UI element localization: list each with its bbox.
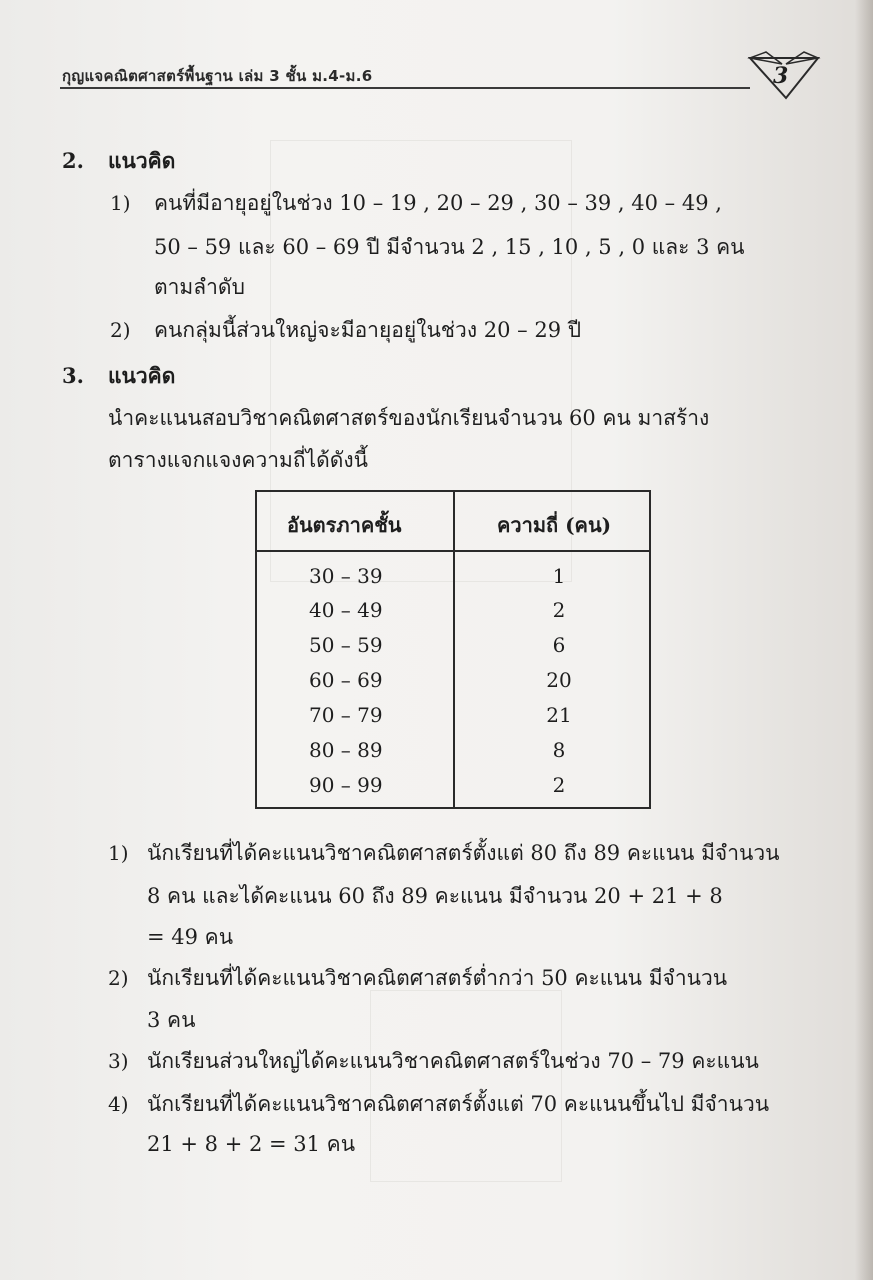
section-3-item-4-line-2: 21 + 8 + 2 = 31 คน bbox=[147, 1132, 356, 1156]
show-through-table-lower bbox=[370, 990, 562, 1182]
section-3-intro-line-2: ตารางแจกแจงความถี่ได้ดังนี้ bbox=[108, 448, 369, 472]
table-cell-range: 70 – 79 bbox=[309, 703, 383, 727]
table-cell-frequency: 20 bbox=[546, 668, 572, 692]
table-header-class-interval: อันตรภาคชั้น bbox=[287, 513, 402, 537]
table-cell-frequency: 2 bbox=[552, 598, 566, 622]
section-3-item-4-line-1: นักเรียนที่ได้คะแนนวิชาคณิตศาสตร์ตั้งแต่ 70 คะแนนขึ้นไป มีจำนวน bbox=[147, 1092, 770, 1116]
section-3-item-2-label: 2) bbox=[108, 966, 129, 990]
section-3-number: 3. bbox=[62, 363, 84, 388]
section-2-item-2-label: 2) bbox=[110, 318, 131, 342]
table-header-frequency: ความถี่ (คน) bbox=[497, 513, 612, 537]
header-rule bbox=[60, 87, 750, 89]
section-3-item-3-line-1: นักเรียนส่วนใหญ่ได้คะแนนวิชาคณิตศาสตร์ในช่วง 70 – 79 คะแนน bbox=[147, 1049, 759, 1073]
table-cell-range: 50 – 59 bbox=[309, 633, 383, 657]
table-cell-frequency: 1 bbox=[552, 564, 566, 588]
page-number: 3 bbox=[773, 63, 789, 89]
section-3-item-1-line-1: นักเรียนที่ได้คะแนนวิชาคณิตศาสตร์ตั้งแต่ 80 ถึง 89 คะแนน มีจำนวน bbox=[147, 841, 780, 865]
section-2-title: แนวคิด bbox=[108, 148, 176, 173]
table-divider-horizontal bbox=[257, 550, 649, 552]
table-cell-range: 40 – 49 bbox=[309, 598, 383, 622]
table-cell-range: 90 – 99 bbox=[309, 773, 383, 797]
section-2-item-1-line-2: 50 – 59 และ 60 – 69 ปี มีจำนวน 2 , 15 , 10 , 5 , 0 และ 3 คน bbox=[154, 235, 745, 259]
section-3-item-1-line-2: 8 คน และได้คะแนน 60 ถึง 89 คะแนน มีจำนวน 20 + 21 + 8 bbox=[147, 884, 723, 908]
section-3-title: แนวคิด bbox=[108, 363, 176, 388]
section-2-item-1-line-3: ตามลำดับ bbox=[154, 275, 245, 299]
frequency-table bbox=[255, 490, 651, 809]
table-cell-frequency: 2 bbox=[552, 773, 566, 797]
table-cell-range: 30 – 39 bbox=[309, 564, 383, 588]
table-cell-frequency: 8 bbox=[552, 738, 566, 762]
page-edge-shadow bbox=[855, 0, 873, 1280]
section-2-item-1-line-1: คนที่มีอายุอยู่ในช่วง 10 – 19 , 20 – 29 , 30 – 39 , 40 – 49 , bbox=[154, 191, 722, 215]
table-cell-frequency: 6 bbox=[552, 633, 566, 657]
section-3-item-3-label: 3) bbox=[108, 1049, 129, 1073]
table-cell-range: 80 – 89 bbox=[309, 738, 383, 762]
section-2-number: 2. bbox=[62, 148, 84, 173]
section-2-item-1-label: 1) bbox=[110, 191, 131, 215]
table-cell-range: 60 – 69 bbox=[309, 668, 383, 692]
table-divider-vertical bbox=[453, 492, 455, 807]
section-3-item-4-label: 4) bbox=[108, 1092, 129, 1116]
section-3-item-2-line-2: 3 คน bbox=[147, 1008, 196, 1032]
section-2-item-2-line-1: คนกลุ่มนี้ส่วนใหญ่จะมีอายุอยู่ในช่วง 20 – 29 ปี bbox=[154, 318, 582, 342]
section-3-item-1-label: 1) bbox=[108, 841, 129, 865]
section-3-intro-line-1: นำคะแนนสอบวิชาคณิตศาสตร์ของนักเรียนจำนวน 60 คน มาสร้าง bbox=[108, 406, 710, 430]
running-header: กุญแจคณิตศาสตร์พื้นฐาน เล่ม 3 ชั้น ม.4-ม.6 bbox=[62, 67, 373, 85]
section-3-item-1-line-3: = 49 คน bbox=[147, 925, 234, 949]
section-3-item-2-line-1: นักเรียนที่ได้คะแนนวิชาคณิตศาสตร์ต่ำกว่า 50 คะแนน มีจำนวน bbox=[147, 966, 728, 990]
table-cell-frequency: 21 bbox=[546, 703, 572, 727]
